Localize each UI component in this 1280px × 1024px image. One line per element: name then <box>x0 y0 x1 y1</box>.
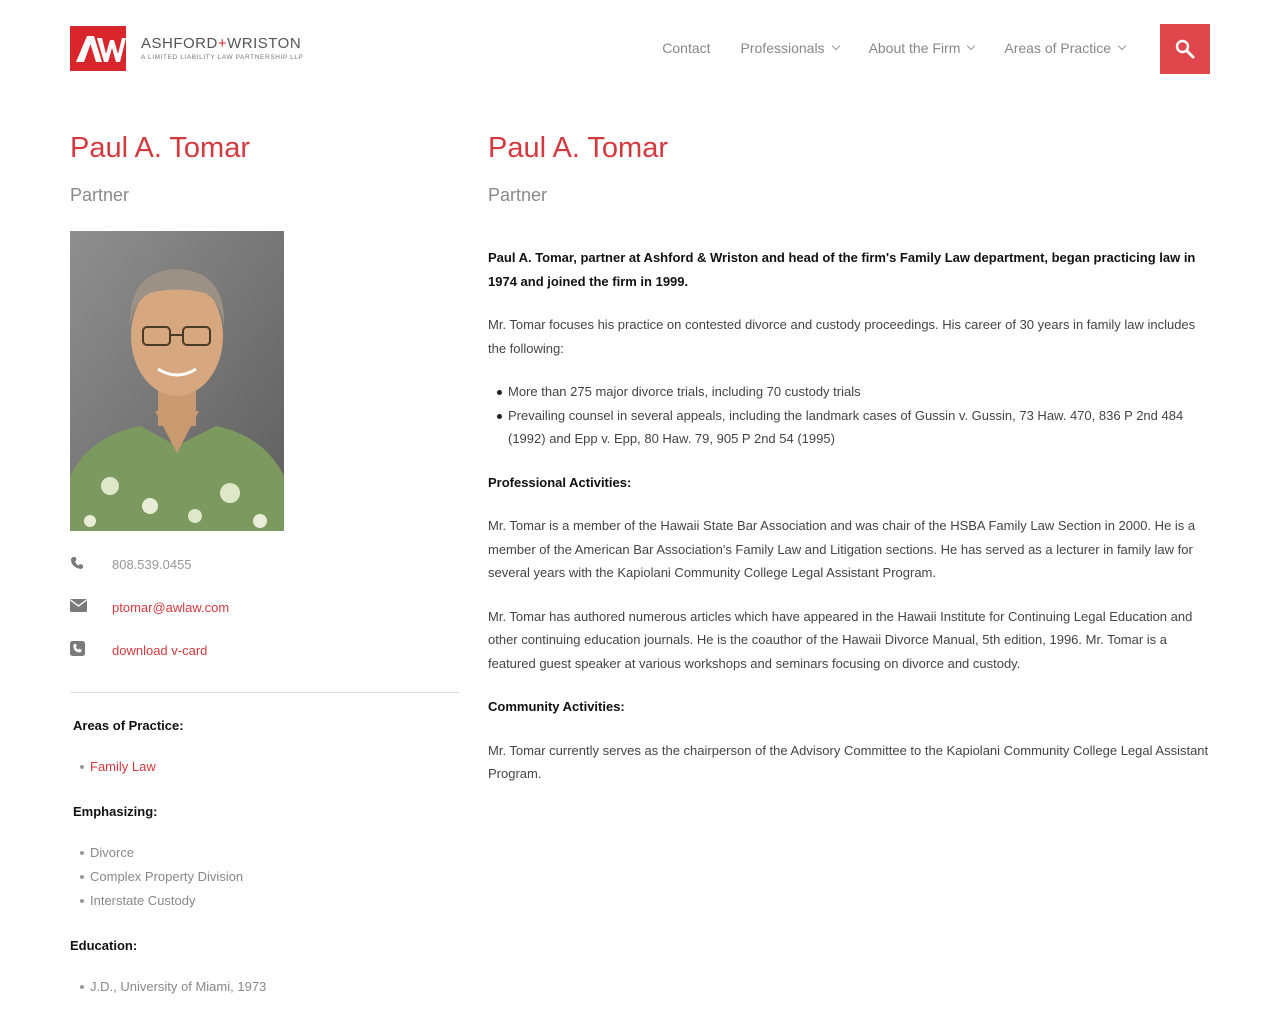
phone-number: 808.539.0455 <box>112 556 192 572</box>
emphasizing-heading: Emphasizing: <box>73 804 158 819</box>
education-heading: Education: <box>70 938 138 953</box>
list-item: Prevailing counsel in several appeals, including the landmark cases of Gussin v. Gussin, 73 Haw. 470, 836 P 2nd 484 (1992) and Epp v. Epp, 80 Haw. 79, 905 P 2nd 54 (1995) <box>488 404 1210 451</box>
contact-phone-row <box>70 554 459 574</box>
bio-intro: Paul A. Tomar, partner at Ashford & Wriston and head of the firm's Family Law department, began practicing law in 1974 and joined the firm in 1999. <box>488 250 1196 289</box>
professional-activities-p1: Mr. Tomar is a member of the Hawaii State Bar Association and was chair of the HSBA Family Law Section in 2000. He is a member of the American Bar Association's Family Law and Litigation sections. He has served as a lecturer in family law for several years with the Kapiolani Community College Legal Assistant Program. <box>488 518 1196 580</box>
firm-logo[interactable] <box>70 26 303 71</box>
site-header <box>0 0 1280 100</box>
community-activities-heading: Community Activities: <box>488 699 625 714</box>
community-activities-p: Mr. Tomar currently serves as the chairperson of the Advisory Committee to the Kapiolani Community College Legal Assistant Program. <box>488 742 1209 781</box>
list-item: More than 275 major divorce trials, including 70 custody trials <box>488 380 1210 404</box>
logo-plus: + <box>217 35 228 52</box>
envelope-icon <box>70 599 112 615</box>
bio-content <box>488 130 1210 786</box>
bio-achievements-list <box>488 380 1210 451</box>
download-vcard-link[interactable]: download v-card <box>112 642 208 658</box>
logo-name-right: WRISTON <box>227 35 302 52</box>
nav-areas-label: Areas of Practice <box>1004 40 1111 56</box>
list-item: Interstate Custody <box>78 889 459 913</box>
chevron-down-icon <box>831 42 839 50</box>
contact-vcard-row <box>70 640 459 660</box>
search-icon <box>1175 39 1195 59</box>
phone-icon <box>70 556 112 573</box>
profile-name: Paul A. Tomar <box>70 132 251 164</box>
list-item: Complex Property Division <box>78 865 459 889</box>
nav-contact-label: Contact <box>662 40 711 56</box>
search-button[interactable] <box>1160 24 1210 74</box>
nav-about-label: About the Firm <box>868 40 961 56</box>
education-list <box>78 975 459 999</box>
professional-activities-p2: Mr. Tomar has authored numerous articles which have appeared in the Hawaii Institute for Continuing Legal Education and other continuing education journals. He is the coauthor of the Hawaii Divorce Manual, 5th edition, 1996. Mr. Tomar is a featured guest speaker at various workshops and seminars focusing on divorce and custody. <box>488 608 1193 671</box>
nav-professionals-label: Professionals <box>740 40 825 56</box>
areas-list <box>78 755 459 779</box>
phone-square-icon <box>70 641 112 659</box>
bio-focus: Mr. Tomar focuses his practice on contested divorce and custody proceedings. His career of 30 years in family law includes the following: <box>488 317 1196 356</box>
bio-title: Partner <box>488 185 548 205</box>
chevron-down-icon <box>1118 42 1126 50</box>
logo-subtitle: A LIMITED LIABILITY LAW PARTNERSHIP LLP <box>141 54 304 61</box>
profile-title: Partner <box>70 185 130 205</box>
nav-areas-of-practice[interactable] <box>1004 40 1125 56</box>
professional-activities-heading: Professional Activities: <box>488 474 632 490</box>
logo-mark-icon <box>70 26 126 71</box>
email-link[interactable]: ptomar@awlaw.com <box>112 599 230 615</box>
logo-text <box>141 36 303 61</box>
area-link-family-law[interactable]: Family Law <box>90 759 156 774</box>
list-item <box>78 755 459 779</box>
list-item: J.D., University of Miami, 1973 <box>78 975 459 999</box>
nav-about-the-firm[interactable] <box>869 40 975 56</box>
logo-name-left: ASHFORD <box>141 35 218 52</box>
profile-photo <box>70 231 284 531</box>
nav-professionals[interactable] <box>741 40 839 56</box>
emphasizing-list <box>78 841 459 913</box>
nav-contact[interactable] <box>662 40 710 56</box>
profile-sidebar <box>70 130 459 999</box>
list-item: Divorce <box>78 841 459 865</box>
bio-name: Paul A. Tomar <box>488 132 669 164</box>
main-nav <box>632 40 1125 56</box>
contact-email-row <box>70 597 459 617</box>
chevron-down-icon <box>967 42 975 50</box>
areas-heading: Areas of Practice: <box>73 718 184 733</box>
logo-name <box>141 36 303 52</box>
sidebar-divider <box>70 692 459 693</box>
